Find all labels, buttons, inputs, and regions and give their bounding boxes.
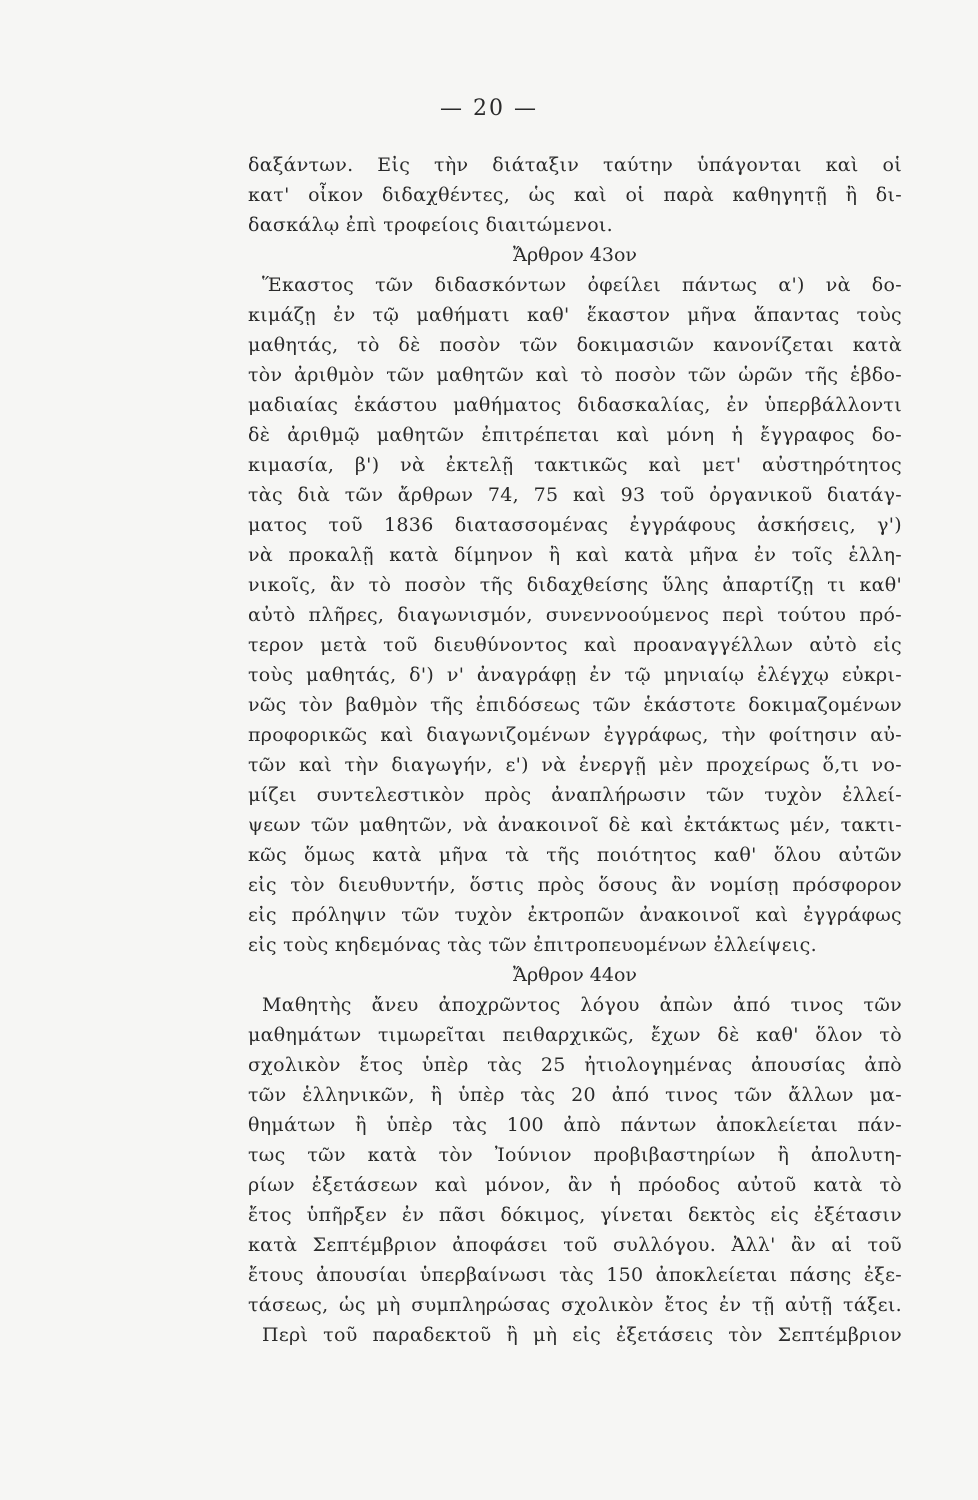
text-line: Ἕκαστος τῶν διδασκόντων ὀφείλει πάντως α') νὰ δο- (262, 274, 902, 296)
text-line: κατὰ Σεπτέμβριον ἀποφάσει τοῦ συλλόγου. Ἀλλ' ἂν αἱ τοῦ (248, 1234, 902, 1256)
text-line: τάσεως, ὡς μὴ συμπληρώσας σχολικὸν ἔτος ἐν τῇ αὐτῇ τάξει. (248, 1294, 902, 1316)
text-line: τὸν ἀριθμὸν τῶν μαθητῶν καὶ τὸ ποσὸν τῶν ὡρῶν τῆς ἑβδο- (248, 364, 902, 386)
text-line: αὐτὸ πλῆρες, διαγωνισμόν, συνεννοούμενος περὶ τούτου πρό- (248, 604, 902, 626)
text-line: σχολικὸν ἔτος ὑπὲρ τὰς 25 ἠτιολογημένας ἀπουσίας ἀπὸ (248, 1054, 902, 1076)
text-line: Περὶ τοῦ παραδεκτοῦ ἢ μὴ εἰς ἐξετάσεις τὸν Σεπτέμβριον (262, 1324, 902, 1346)
text-line: θημάτων ἢ ὑπὲρ τὰς 100 ἀπὸ πάντων ἀποκλείεται πάν- (248, 1114, 902, 1136)
body-text (248, 150, 902, 1350)
text-line: τοὺς μαθητάς, δ') ν' ἀναγράφῃ ἐν τῷ μηνιαίῳ ἐλέγχῳ εὐκρι- (248, 664, 902, 686)
text-line: μαθημάτων τιμωρεῖται πειθαρχικῶς, ἔχων δὲ καθ' ὅλον τὸ (248, 1024, 902, 1046)
text-line: μαθητάς, τὸ δὲ ποσὸν τῶν δοκιμασιῶν κανονίζεται κατὰ (248, 334, 902, 356)
text-line: εἰς τὸν διευθυντήν, ὅστις πρὸς ὅσους ἂν νομίσῃ πρόσφορον (248, 874, 902, 896)
text-line: κατ' οἶκον διδαχθέντες, ὡς καὶ οἱ παρὰ καθηγητῇ ἢ δι- (248, 184, 902, 206)
text-line: δὲ ἀριθμῷ μαθητῶν ἐπιτρέπεται καὶ μόνη ἡ ἔγγραφος δο- (248, 424, 902, 446)
text-line: ψεων τῶν μαθητῶν, νὰ ἀνακοινοῖ δὲ καὶ ἐκτάκτως μέν, τακτι- (248, 814, 902, 836)
text-line: τῶν ἑλληνικῶν, ἢ ὑπὲρ τὰς 20 ἀπό τινος τῶν ἄλλων μα- (248, 1084, 902, 1106)
text-line: Μαθητὴς ἄνευ ἀποχρῶντος λόγου ἀπὼν ἀπό τινος τῶν (262, 994, 902, 1016)
text-line: τερον μετὰ τοῦ διευθύνοντος καὶ προαναγγέλλων αὐτὸ εἰς (248, 634, 902, 656)
text-line: ἔτους ἀπουσίαι ὑπερβαίνωσι τὰς 150 ἀποκλείεται πάσης ἐξε- (248, 1264, 902, 1286)
text-line: κῶς ὅμως κατὰ μῆνα τὰ τῆς ποιότητος καθ' ὅλου αὐτῶν (248, 844, 902, 866)
text-line: ματος τοῦ 1836 διατασσομένας ἐγγράφους ἀσκήσεις, γ') (248, 514, 902, 536)
text-line: τὰς διὰ τῶν ἄρθρων 74, 75 καὶ 93 τοῦ ὀργανικοῦ διατάγ- (248, 484, 902, 506)
text-line: ρίων ἐξετάσεων καὶ μόνον, ἂν ἡ πρόοδος αὐτοῦ κατὰ τὸ (248, 1174, 902, 1196)
text-line: δασκάλῳ ἐπὶ τροφείοις διαιτώμενοι. (248, 214, 614, 236)
text-line: κιμάζῃ ἐν τῷ μαθήματι καθ' ἕκαστον μῆνα ἅπαντας τοὺς (248, 304, 902, 326)
page-number: — 20 — (440, 96, 538, 121)
text-line: νικοῖς, ἂν τὸ ποσὸν τῆς διδαχθείσης ὕλης ἀπαρτίζῃ τι καθ' (248, 574, 902, 596)
text-line: κιμασία, β') νὰ ἐκτελῇ τακτικῶς καὶ μετ' αὐστηρότητος (248, 454, 902, 476)
text-line: εἰς τοὺς κηδεμόνας τὰς τῶν ἐπιτροπευομένων ἐλλείψεις. (248, 934, 817, 956)
text-line: δαξάντων. Εἰς τὴν διάταξιν ταύτην ὑπάγονται καὶ οἱ (248, 154, 902, 176)
text-line: μαδιαίας ἑκάστου μαθήματος διδασκαλίας, ἐν ὑπερβάλλοντι (248, 394, 902, 416)
article-heading: Ἄρθρον 44ον (513, 964, 637, 986)
text-line: τως τῶν κατὰ τὸν Ἰούνιον προβιβαστηρίων ἢ ἀπολυτη- (248, 1144, 902, 1166)
text-line: ἔτος ὑπῆρξεν ἐν πᾶσι δόκιμος, γίνεται δεκτὸς εἰς ἐξέτασιν (248, 1204, 902, 1226)
text-line: προφορικῶς καὶ διαγωνιζομένων ἐγγράφως, τὴν φοίτησιν αὐ- (248, 724, 902, 746)
text-line: μίζει συντελεστικὸν πρὸς ἀναπλήρωσιν τῶν τυχὸν ἐλλεί- (248, 784, 902, 806)
text-line: τῶν καὶ τὴν διαγωγήν, ε') νὰ ἐνεργῇ μὲν προχείρως ὅ,τι νο- (248, 754, 902, 776)
text-line: νὰ προκαλῇ κατὰ δίμηνον ἢ καὶ κατὰ μῆνα ἐν τοῖς ἑλλη- (248, 544, 902, 566)
text-line: νῶς τὸν βαθμὸν τῆς ἐπιδόσεως τῶν ἑκάστοτε δοκιμαζομένων (248, 694, 902, 716)
article-heading: Ἄρθρον 43ον (513, 244, 637, 266)
text-line: εἰς πρόληψιν τῶν τυχὸν ἐκτροπῶν ἀνακοινοῖ καὶ ἐγγράφως (248, 904, 902, 926)
